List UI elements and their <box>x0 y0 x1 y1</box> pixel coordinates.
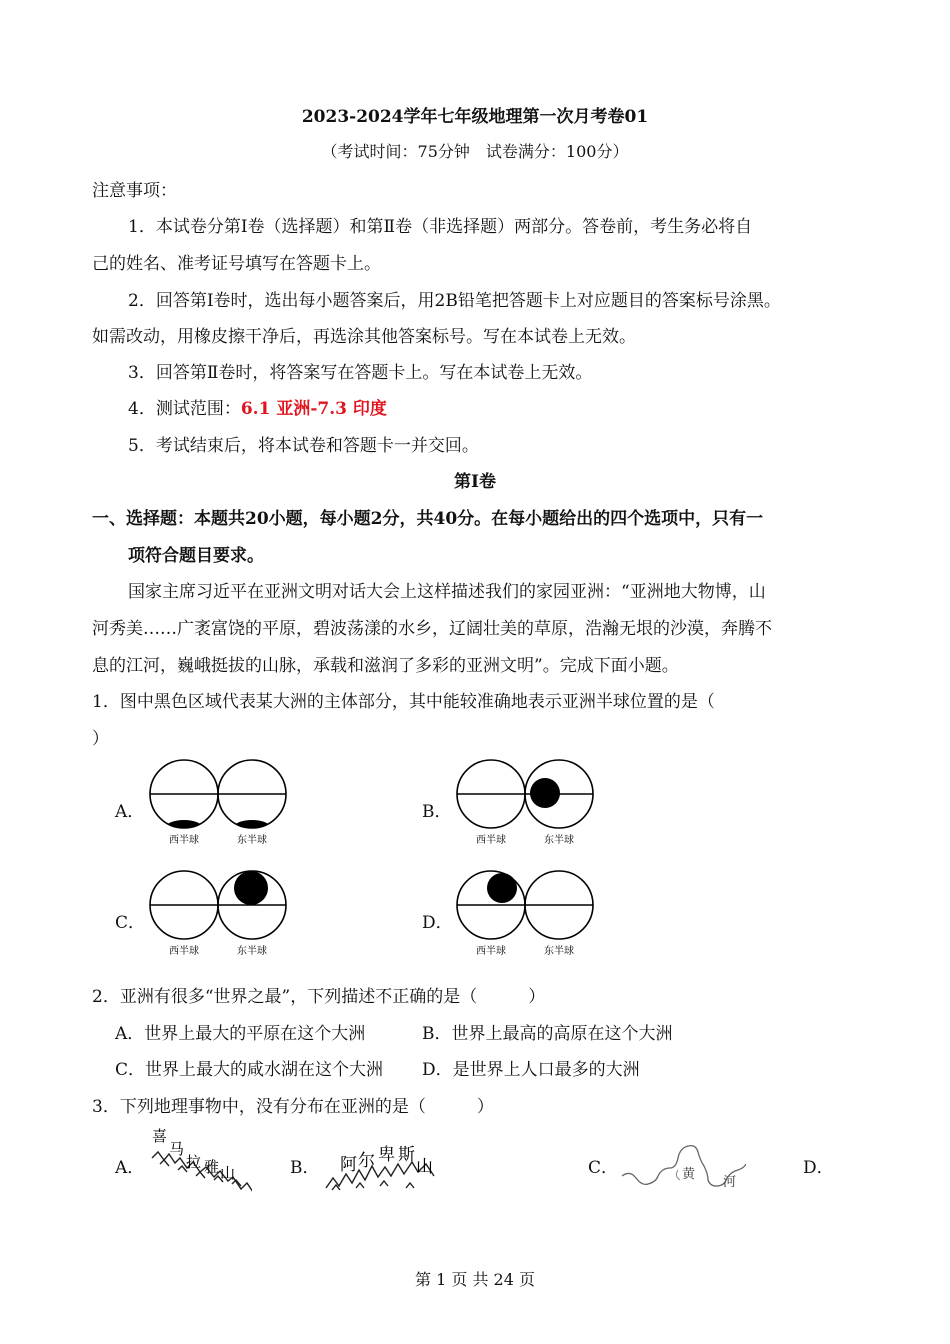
q1-figure-c <box>145 868 290 960</box>
q3-alps-figure <box>322 1138 438 1194</box>
q3-himalaya-figure <box>148 1124 252 1192</box>
q1-option-b-label[interactable]: B． <box>422 802 452 822</box>
q3-stem: 3．下列地理事物中，没有分布在亚洲的是（ ） <box>92 1097 494 1117</box>
mountain-char: 山 <box>220 1164 236 1182</box>
east-hemisphere-label: 东半球 <box>544 946 574 957</box>
mountain-char: 喜 <box>152 1127 168 1145</box>
q1-figure-d <box>452 868 597 960</box>
mountain-char: 尔 <box>358 1151 375 1171</box>
river-char: 黄 <box>682 1167 696 1182</box>
volume-title: 第Ⅰ卷 <box>454 472 496 492</box>
west-hemisphere-label: 西半球 <box>476 946 506 957</box>
east-hemisphere-label: 东半球 <box>237 835 267 846</box>
notice-item-2a: 2．回答第Ⅰ卷时，选出每小题答案后，用2B铅笔把答题卡上对应题目的答案标号涂黑。 <box>128 291 781 311</box>
q2-stem: 2．亚洲有很多“世界之最”，下列描述不正确的是（ ） <box>92 987 546 1007</box>
passage-line-2: 河秀美……广袤富饶的平原，碧波荡漾的水乡，辽阔壮美的草原，浩瀚无垠的沙漠，奔腾不 <box>92 619 772 639</box>
q1-option-a-label[interactable]: A． <box>115 802 145 822</box>
notice-item-3: 3．回答第Ⅱ卷时，将答案写在答题卡上。写在本试卷上无效。 <box>128 363 593 383</box>
q1-stem-close: ） <box>92 729 109 749</box>
mountain-range-icon <box>152 1152 252 1192</box>
west-hemisphere-label: 西半球 <box>476 835 506 846</box>
west-hemisphere-label: 西半球 <box>169 835 199 846</box>
q3-option-b-label[interactable]: B． <box>290 1158 320 1178</box>
q1-option-c-label[interactable]: C． <box>115 913 146 933</box>
q2-option-d[interactable]: D．是世界上人口最多的大洲 <box>422 1060 640 1080</box>
notice-item-5: 5．考试结束后，将本试卷和答题卡一并交回。 <box>128 436 479 456</box>
mountain-char: 山 <box>416 1157 433 1177</box>
notice-heading: 注意事项： <box>92 181 177 201</box>
q1-option-d-label[interactable]: D． <box>422 913 453 933</box>
exam-info: （考试时间：75分钟 试卷满分：100分） <box>321 142 629 161</box>
mountain-char: 拉 <box>186 1153 202 1171</box>
q3-option-d-label[interactable]: D． <box>803 1158 834 1178</box>
q2-option-c[interactable]: C．世界上最大的咸水湖在这个大洲 <box>115 1060 384 1080</box>
q3-yellow-river-figure <box>618 1136 746 1194</box>
notice-item-2b: 如需改动，用橡皮擦干净后，再选涂其他答案标号。写在本试卷上无效。 <box>92 327 636 347</box>
passage-line-3: 息的江河，巍峨挺拔的山脉，承载和滋润了多彩的亚洲文明”。完成下面小题。 <box>92 656 679 676</box>
river-char: 河 <box>723 1175 737 1190</box>
east-hemisphere-label: 东半球 <box>237 946 267 957</box>
notice-item-4 <box>128 394 387 419</box>
notice-item-1b: 己的姓名、准考证号填写在答题卡上。 <box>92 254 381 274</box>
part-one-heading: 一、选择题：本题共20小题，每小题2分，共40分。在每小题给出的四个选项中，只有一 <box>92 509 764 529</box>
mountain-char: 阿 <box>340 1155 357 1175</box>
river-tributary-icon <box>676 1170 680 1180</box>
east-hemisphere-label: 东半球 <box>544 835 574 846</box>
passage-line-1: 国家主席习近平在亚洲文明对话大会上这样描述我们的家园亚洲：“亚洲地大物博，山 <box>128 582 766 602</box>
page-number: 第 1 页 共 24 页 <box>415 1270 535 1289</box>
q1-stem: 1．图中黑色区域代表某大洲的主体部分，其中能较准确地表示亚洲半球位置的是（ <box>92 692 715 712</box>
q2-option-a[interactable]: A．世界上最大的平原在这个大洲 <box>115 1024 366 1044</box>
notice-item-1a: 1．本试卷分第Ⅰ卷（选择题）和第Ⅱ卷（非选择题）两部分。答卷前，考生务必将自 <box>128 217 753 237</box>
mountain-char: 斯 <box>398 1145 415 1165</box>
west-hemisphere-label: 西半球 <box>169 946 199 957</box>
q2-option-b[interactable]: B．世界上最高的高原在这个大洲 <box>422 1024 673 1044</box>
q3-option-c-label[interactable]: C． <box>588 1158 619 1178</box>
continent-blob <box>530 778 560 808</box>
q1-figure-b <box>452 757 597 849</box>
mountain-char: 卑 <box>378 1145 395 1165</box>
page-title: 2023-2024学年七年级地理第一次月考卷01 <box>301 107 649 127</box>
continent-blob <box>234 871 268 905</box>
test-range: 6.1 亚洲-7.3 印度 <box>240 399 387 419</box>
continent-blob <box>487 873 517 903</box>
mountain-char: 马 <box>169 1140 185 1158</box>
mountain-char: 雅 <box>204 1158 220 1176</box>
part-one-heading-cont: 项符合题目要求。 <box>128 546 264 566</box>
q1-figure-a <box>145 757 290 849</box>
notice-item-4-prefix: 4．测试范围： <box>128 399 241 419</box>
q3-option-a-label[interactable]: A． <box>115 1158 145 1178</box>
